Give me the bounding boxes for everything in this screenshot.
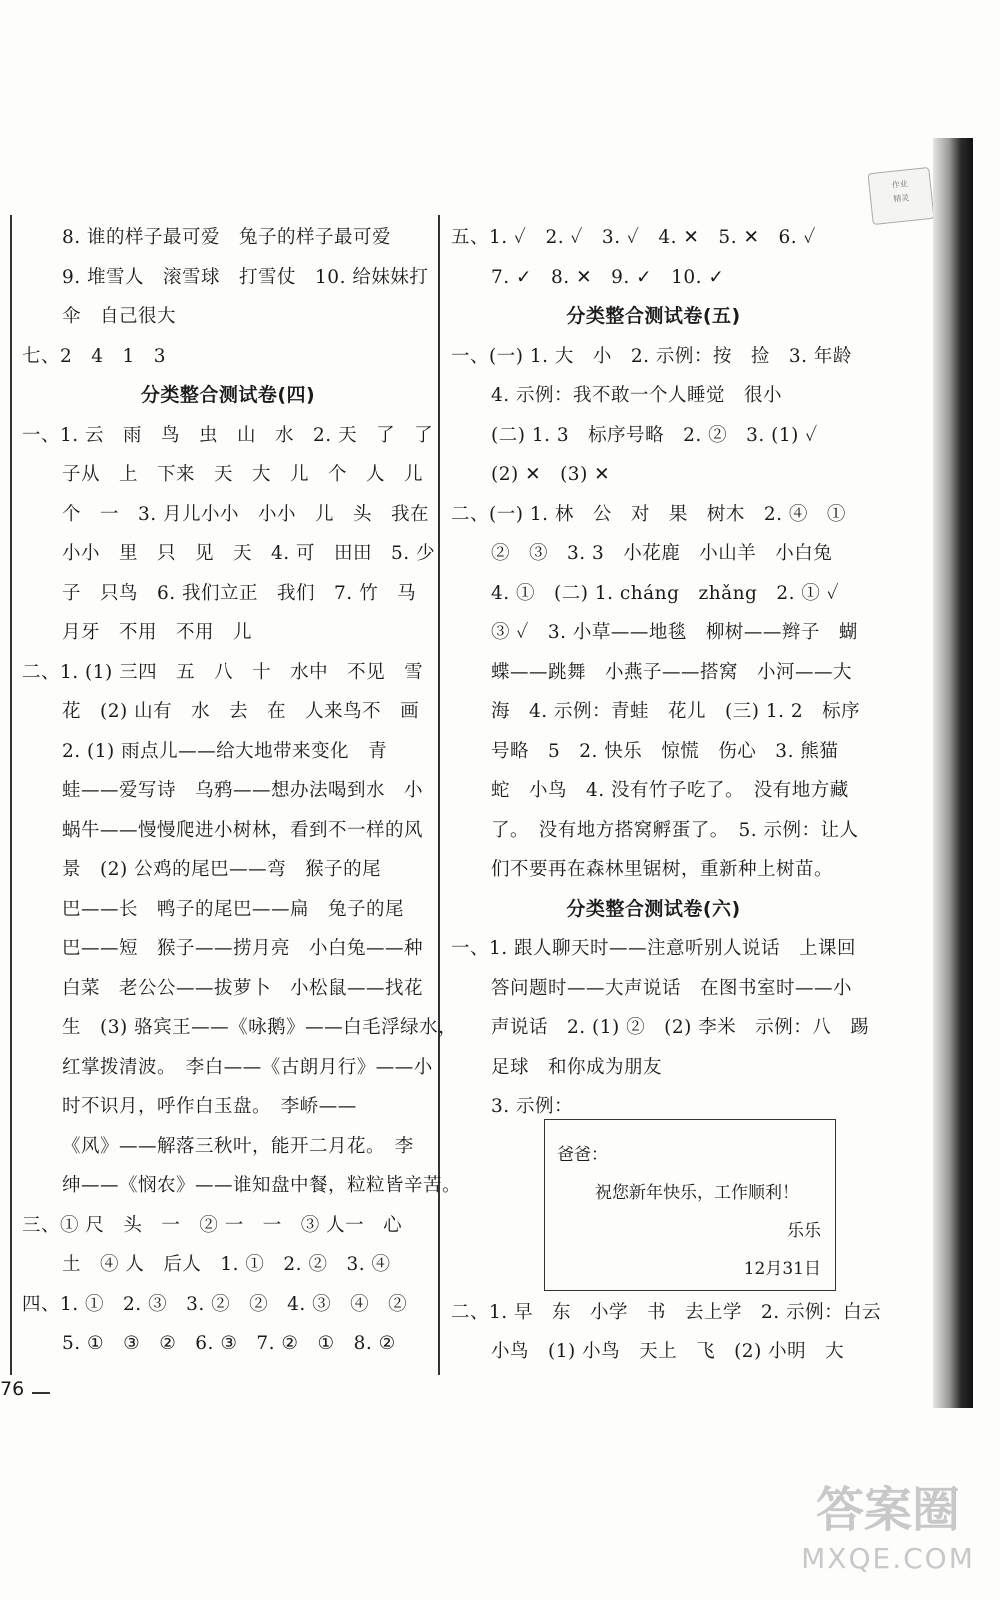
section-heading: 分类整合测试卷(四): [140, 384, 316, 406]
answer-line: 蜗牛——慢慢爬进小树林，看到不一样的风: [62, 819, 424, 841]
answer-line: 一、1. 跟人聊天时——注意听别人说话 上课回: [451, 938, 857, 959]
answer-line: 白菜 老公公——拔萝卜 小松鼠——找花: [62, 977, 424, 999]
stamp-line-1: 作业: [891, 179, 909, 190]
watermark-logo: [798, 1478, 978, 1588]
answer-line: 5. ① ③ ② 6. ③ 7. ② ① 8. ②: [62, 1333, 396, 1354]
page-binding-shadow: [933, 138, 973, 1408]
answer-line: 号略 5 2. 快乐 惊慌 伤心 3. 熊猫: [491, 740, 839, 762]
answer-line: 四、1. ① 2. ③ 3. ② ② 4. ③ ④ ②: [22, 1293, 408, 1315]
answer-line: 五、1. ✓ 2. ✓ 3. ✓ 4. ✕ 5. ✕ 6. ✓: [451, 227, 816, 248]
page-number: 76: [0, 1378, 25, 1400]
answer-line: 小鸟 (1) 小鸟 天上 飞 (2) 小明 大: [491, 1341, 845, 1362]
answer-line: ② ③ 3. 3 小花鹿 小山羊 小白兔: [491, 543, 833, 564]
answer-line: (2) ✕ (3) ✕: [491, 464, 611, 485]
answer-line: 了。 没有地方搭窝孵蛋了。 5. 示例：让人: [491, 819, 859, 841]
section-heading: 分类整合测试卷(五): [566, 305, 741, 327]
answer-line: 巴——短 猴子——捞月亮 小白兔——种: [62, 938, 424, 959]
left-margin-rule: [10, 215, 12, 1375]
answer-line: 2. (1) 雨点儿——给大地带来变化 青: [62, 740, 388, 762]
answer-line: 景 (2) 公鸡的尾巴——弯 猴子的尾: [62, 859, 382, 880]
answer-line: 海 4. 示例：青蛙 花儿 (三) 1. 2 标序: [491, 701, 861, 722]
answer-line: 3. 示例：: [491, 1096, 574, 1117]
answer-line: 子 只鸟 6. 我们立正 我们 7. 竹 马: [62, 582, 417, 604]
answer-line: 8. 谁的样子最可爱 兔子的样子最可爱: [62, 227, 392, 248]
answer-line: ③ ✓ 3. 小草——地毯 柳树——辫子 蝴: [491, 622, 858, 643]
answer-line: 4. ① (二) 1. cháng zhǎng 2. ① ✓: [491, 582, 840, 604]
stamp-line-2: 精灵: [892, 193, 910, 204]
answer-line: 蛙——爱写诗 乌鸦——想办法喝到水 小: [62, 780, 424, 801]
letter-example-box: [544, 1119, 836, 1291]
section-heading: 分类整合测试卷(六): [566, 897, 741, 920]
answer-line: 个 一 3. 月儿小小 小小 儿 头 我在: [62, 503, 430, 525]
letter-body: 祝您新年快乐，工作顺利！: [595, 1183, 799, 1203]
answer-line: 红掌拨清波。 李白——《古朗月行》——小: [62, 1056, 433, 1078]
answer-line: (二) 1. 3 标序号略 2. ② 3. (1) ✓: [491, 424, 818, 446]
answer-line: 9. 堆雪人 滚雪球 打雪仗 10. 给妹妹打: [62, 266, 429, 288]
answer-line: 三、① 尺 头 一 ② 一 一 ③ 人一 心: [22, 1214, 403, 1236]
answer-line: 伞 自己很大: [62, 306, 177, 327]
answer-line: 土 ④ 人 后人 1. ① 2. ② 3. ④: [62, 1254, 391, 1275]
letter-signature: 乐乐: [787, 1221, 821, 1241]
answer-line: 蛇 小鸟 4. 没有竹子吃了。 没有地方藏: [491, 780, 849, 801]
answer-line: 子从 上 下来 天 大 儿 个 人 儿: [62, 464, 424, 485]
answer-line: 二、1. (1) 三四 五 八 十 水中 不见 雪: [22, 661, 424, 683]
left-column: [22, 218, 462, 1364]
watermark-main: 答案圈: [815, 1482, 960, 1538]
answer-line: 月牙 不用 不用 儿: [62, 622, 253, 643]
answer-line: 蝶——跳舞 小燕子——搭窝 小河——大: [491, 661, 853, 683]
answer-line: 《风》——解落三秋叶，能开二月花。 李: [62, 1135, 414, 1157]
answer-line: 小小 里 只 见 天 4. 可 田田 5. 少: [62, 543, 436, 564]
answer-line: 二、(一) 1. 林 公 对 果 树木 2. ④ ①: [451, 503, 846, 525]
answer-line: 二、1. 早 东 小学 书 去上学 2. 示例：白云: [451, 1301, 882, 1323]
watermark-sub: MXQE.COM: [801, 1542, 975, 1575]
answer-line: 巴——长 鸭子的尾巴——扁 兔子的尾: [62, 898, 405, 920]
stamp-logo: [867, 167, 934, 225]
answer-line: 声说话 2. (1) ② (2) 李米 示例：八 踢: [491, 1017, 870, 1038]
answer-line: 一、(一) 1. 大 小 2. 示例：按 捡 3. 年龄: [451, 345, 852, 367]
answer-line: 们不要再在森林里锯树，重新种上树苗。: [491, 859, 834, 880]
answer-line: 时不识月，呼作白玉盘。 李峤——: [62, 1096, 357, 1117]
answer-line: 花 (2) 山有 水 去 在 人来鸟不 画: [62, 701, 420, 722]
answer-line: 足球 和你成为朋友: [491, 1056, 663, 1078]
answer-line: 7. ✓ 8. ✕ 9. ✓ 10. ✓: [491, 266, 725, 288]
page-number-dash: [32, 1392, 50, 1394]
letter-date: 12月31日: [743, 1259, 821, 1279]
answer-line: 生 (3) 骆宾王——《咏鹅》——白毛浮绿水，: [62, 1017, 458, 1038]
letter-salutation: 爸爸：: [557, 1145, 608, 1165]
answer-line: 4. 示例：我不敢一个人睡觉 很小: [491, 385, 783, 406]
answer-line: 一、1. 云 雨 鸟 虫 山 水 2. 天 了 了: [22, 424, 434, 446]
answer-line: 七、2 4 1 3: [22, 345, 167, 367]
answer-line: 答问题时——大声说话 在图书室时——小: [491, 977, 853, 999]
answer-line: 绅——《悯农》——谁知盘中餐，粒粒皆辛苦。: [62, 1175, 462, 1196]
